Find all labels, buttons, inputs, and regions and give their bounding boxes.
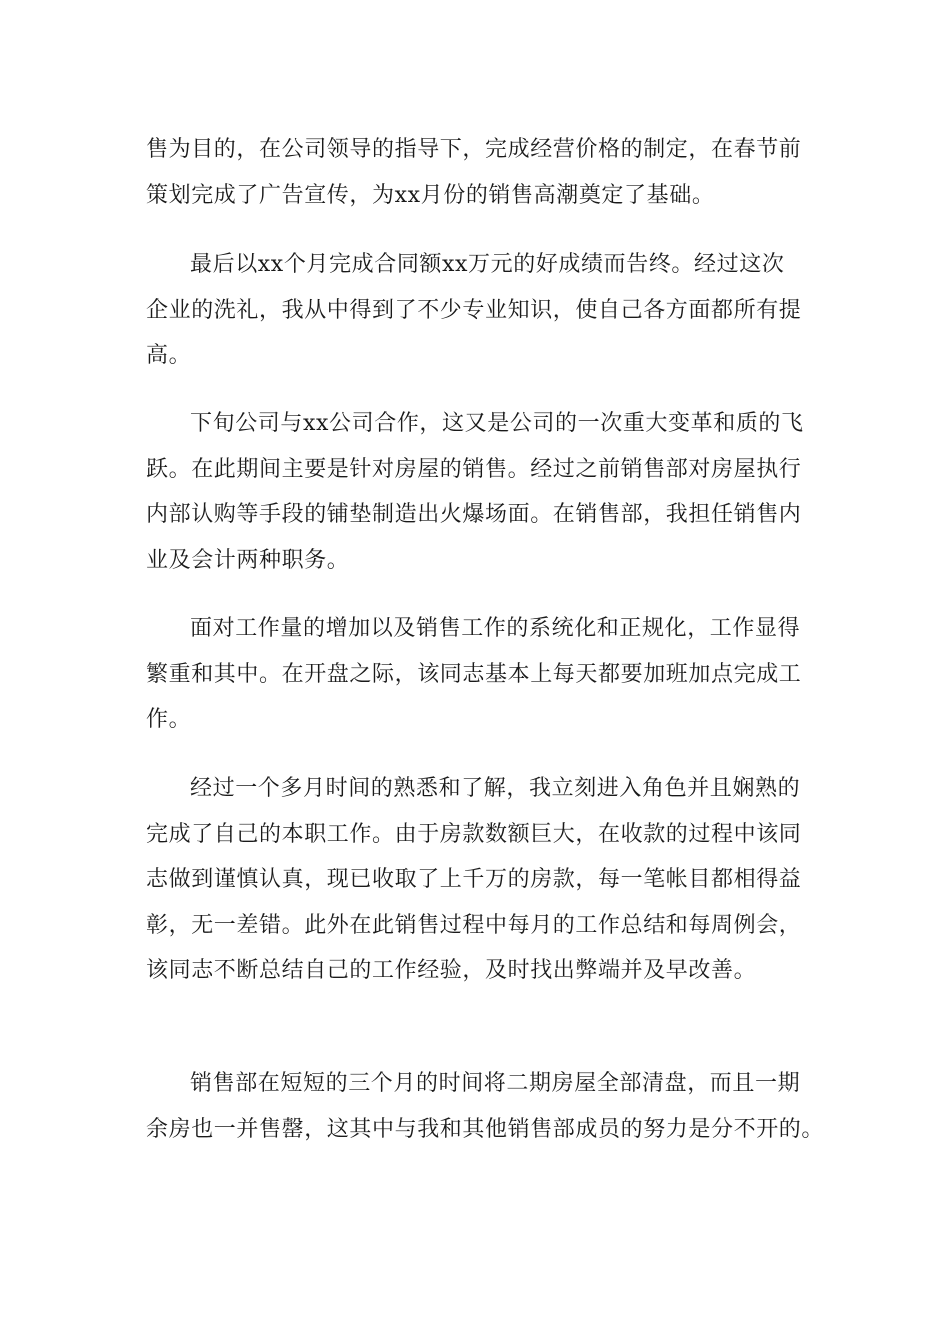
paragraph-line: 跃。在此期间主要是针对房屋的销售。经过之前销售部对房屋执行: [146, 456, 802, 482]
paragraph-1: [146, 127, 806, 218]
paragraph-first-line: 下旬公司与xx公司合作，这又是公司的一次重大变革和质的飞: [190, 411, 804, 436]
paragraph-line: 业及会计两种职务。: [146, 547, 350, 573]
paragraph-line: 作。: [146, 707, 192, 732]
paragraph-line: 彰，无一差错。此外在此销售过程中每月的工作总结和每周例会，: [146, 912, 802, 938]
paragraph-first-line: 面对工作量的增加以及销售工作的系统化和正规化，工作显得: [190, 616, 801, 641]
paragraph-line: 完成了自己的本职工作。由于房款数额巨大，在收款的过程中该同: [146, 821, 802, 847]
paragraph-first-line: 销售部在短短的三个月的时间将二期房屋全部清盘，而且一期: [190, 1071, 801, 1096]
paragraph-3: [146, 401, 806, 583]
paragraph-4: [146, 606, 806, 743]
paragraph-first-line: 最后以xx个月完成合同额xx万元的好成绩而告终。经过这次: [190, 252, 785, 277]
paragraph-line: 内部认购等手段的铺垫制造出火爆场面。在销售部，我担任销售内: [146, 502, 802, 527]
paragraph-line: 该同志不断总结自己的工作经验，及时找出弊端并及早改善。: [146, 958, 757, 983]
paragraph-line: 志做到谨慎认真，现已收取了上千万的房款，每一笔帐目都相得益: [146, 867, 802, 892]
paragraph-line: 余房也一并售罄，这其中与我和其他销售部成员的努力是分不开的。: [146, 1116, 825, 1142]
paragraph-line: 繁重和其中。在开盘之际，该同志基本上每天都要加班加点完成工: [146, 661, 802, 687]
paragraph-6: [146, 1061, 825, 1152]
paragraph-line: 企业的洗礼，我从中得到了不少专业知识，使自己各方面都所有提: [146, 297, 802, 323]
paragraph-line: 策划完成了广告宣传，为xx月份的销售高潮奠定了基础。: [146, 182, 715, 208]
paragraph-5: [146, 766, 806, 994]
paragraph-2: [146, 242, 806, 379]
paragraph-first-line: 经过一个多月时间的熟悉和了解，我立刻进入角色并且娴熟的: [190, 776, 801, 801]
paragraph-line: 售为目的，在公司领导的指导下，完成经营价格的制定，在春节前: [146, 137, 802, 162]
paragraph-line: 高。: [146, 343, 192, 368]
